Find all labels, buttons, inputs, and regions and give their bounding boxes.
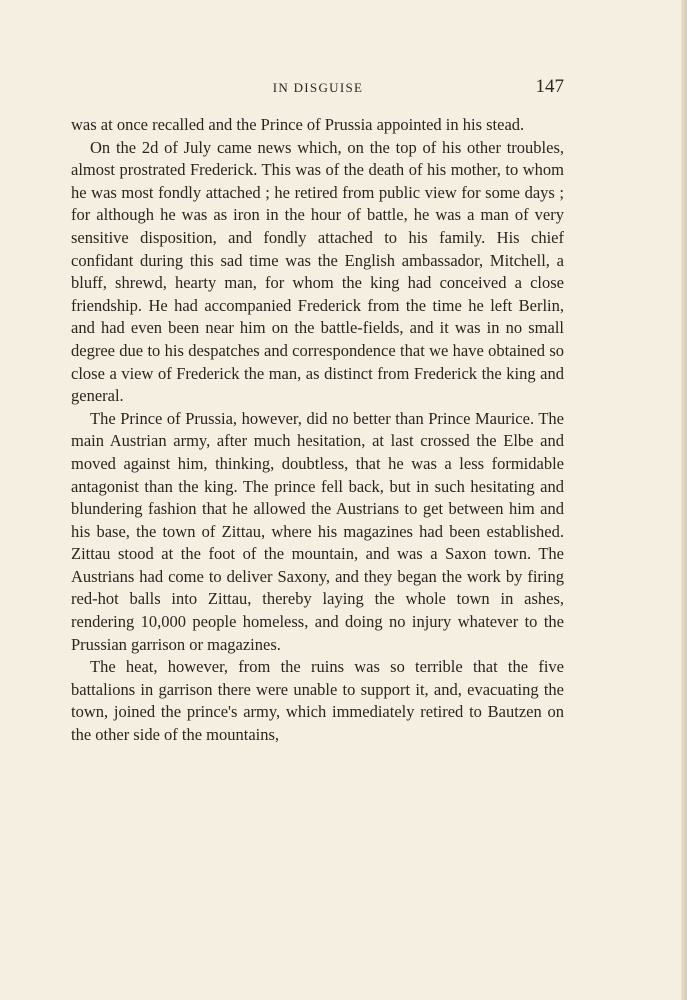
paragraph: The heat, however, from the ruins was so terrible that the five battalions in garrison there were unable to support it, and, evacuating the town, joined the prince's army, which immediately retired to Bautzen on the other side of the mountains,	[71, 657, 564, 745]
page-header	[72, 76, 564, 100]
page-number: 147	[535, 76, 564, 97]
page-edge	[681, 0, 687, 1000]
paragraph: On the 2d of July came news which, on the top of his other troubles, almost prostrated Frederick. This was of the death of his mother, to whom he was most fondly attached ; he retired from public view for some days ; for although he was as iron in the hour of battle, he was a man of very sensitive disposition, and fondly attached to his family. His chief confidant during this sad time was the English ambassador, Mitchell, a bluff, shrewd, hearty man, for whom the king had conceived a close friendship. He had accompanied Frederick from the time he left Berlin, and had even been near him on the battle-fields, and it was in no small degree due to his despatches and correspondence that we have obtained so close a view of Frederick the man, as distinct from Frederick the king and general.	[71, 137, 564, 406]
paragraph: The Prince of Prussia, however, did no better than Prince Maurice. The main Austrian army, after much hesitation, at last crossed the Elbe and moved against him, thinking, doubtless, that he was a less formidable antagonist than the king. The prince fell back, but in such hesitating and blundering fashion that he allowed the Austrians to get between him and his base, the town of Zittau, where his magazines had been established. Zittau stood at the foot of the mountain, and was a Saxon town. The Austrians had come to deliver Saxony, and they began the work by firing red-hot balls into Zittau, thereby laying the whole town in ashes, rendering 10,000 people homeless, and doing no injury whatever to the Prussian garrison or magazines.	[71, 408, 564, 654]
running-head: IN DISGUISE	[272, 80, 364, 95]
paragraph-continuation: was at once recalled and the Prince of Prussia appointed in his stead.	[71, 115, 525, 134]
body-text	[71, 114, 564, 747]
